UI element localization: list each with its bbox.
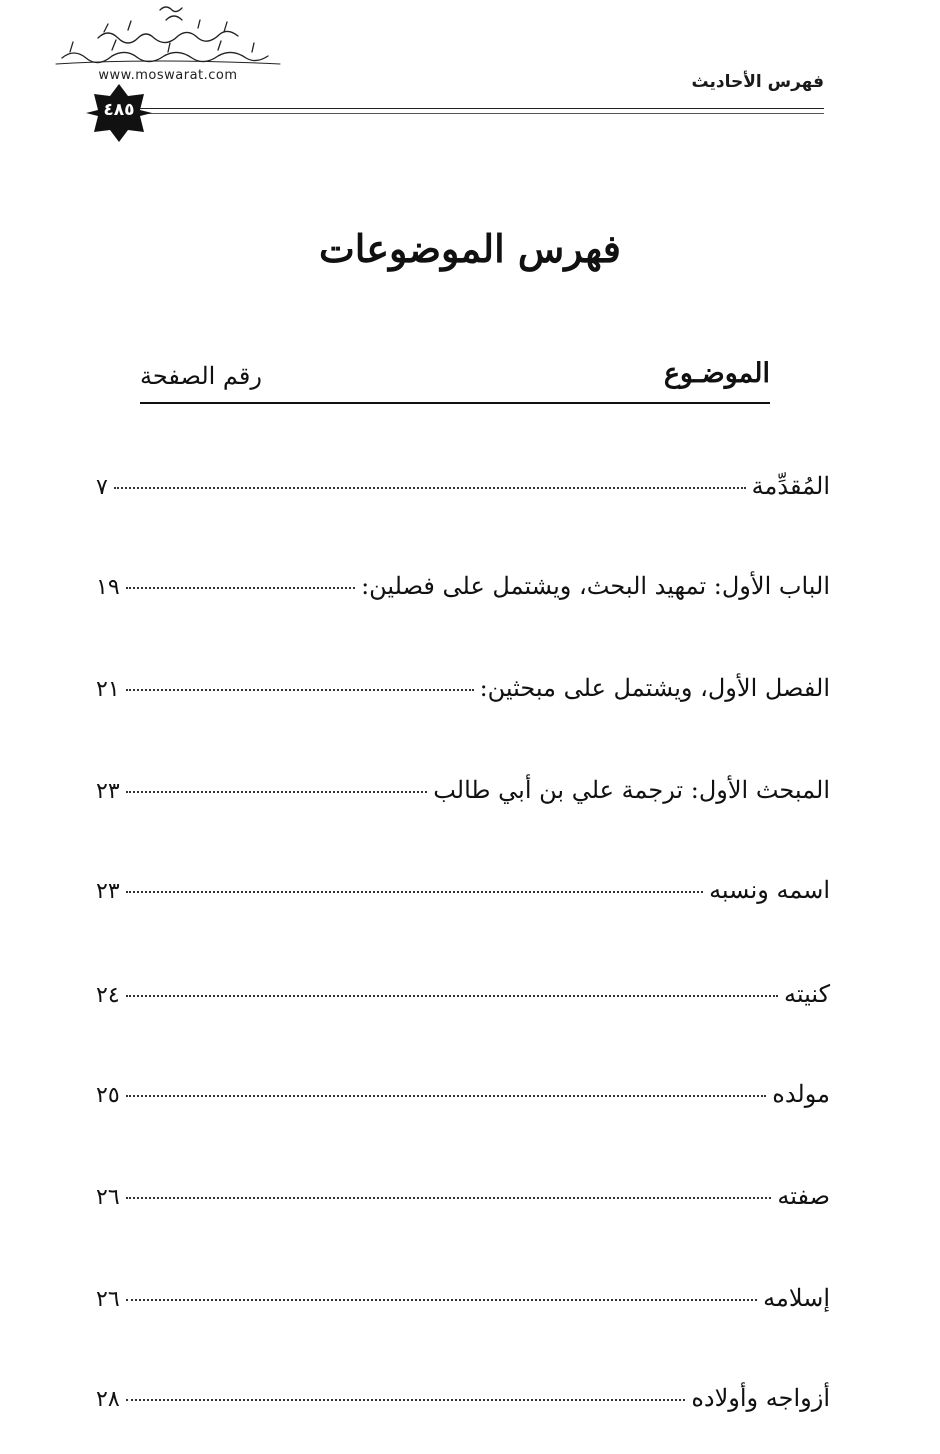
dot-leader [114, 487, 746, 489]
toc-entry-page: ١٩ [96, 575, 120, 600]
toc-entry-page: ٢٨ [96, 1387, 120, 1412]
running-title: فهرس الأحاديث [691, 72, 824, 92]
dot-leader [126, 1095, 767, 1097]
toc-entry-page: ٢٣ [96, 779, 120, 804]
toc-entry-title: المبحث الأول: ترجمة علي بن أبي طالب [433, 776, 830, 804]
dot-leader [126, 587, 355, 589]
header-rule [130, 108, 824, 114]
watermark-url: www.moswarat.com [98, 68, 238, 83]
dot-leader [126, 791, 428, 793]
toc-entry [96, 472, 830, 512]
dot-leader [126, 1299, 758, 1301]
toc-entry [96, 980, 830, 1020]
toc-entry-title: إسلامه [763, 1284, 830, 1312]
toc-entry-page: ٢١ [96, 677, 120, 702]
toc-entry-title: صفته [777, 1182, 830, 1210]
calligraphy-stamp-icon [48, 2, 288, 72]
toc-entry-page: ٢٥ [96, 1083, 120, 1108]
page-number: ٤٨٥ [103, 100, 135, 120]
toc-entry-title: كنيته [783, 980, 830, 1008]
toc-entry-page: ٢٦ [96, 1185, 120, 1210]
page-title: فهرس الموضوعات [319, 226, 621, 271]
toc-entry-title: المُقدِّمة [751, 472, 830, 500]
toc-entry [96, 674, 830, 714]
dot-leader [126, 1197, 772, 1199]
toc-entry-title: الفصل الأول، ويشتمل على مبحثين: [479, 674, 830, 702]
toc-entry-page: ٧ [96, 475, 108, 500]
toc-entry-title: الباب الأول: تمهيد البحث، ويشتمل على فصلين: [361, 572, 830, 600]
dot-leader [126, 689, 474, 691]
toc-entry-page: ٢٤ [96, 983, 120, 1008]
column-header-page: رقم الصفحة [140, 362, 262, 390]
toc-entry [96, 776, 830, 816]
column-header-topic: الموضـوع [663, 358, 770, 389]
dot-leader [126, 995, 778, 997]
dot-leader [126, 891, 703, 893]
page-number-badge [84, 82, 154, 144]
watermark-stamp [48, 2, 288, 94]
toc-entry [96, 1284, 830, 1324]
toc-entry-title: أزواجه وأولاده [691, 1384, 830, 1412]
toc-entry [96, 1384, 830, 1424]
toc-entry [96, 876, 830, 916]
toc-entry [96, 572, 830, 612]
column-headers [140, 358, 770, 404]
toc-entry-title: اسمه ونسبه [709, 876, 830, 904]
toc-entry-page: ٢٦ [96, 1287, 120, 1312]
toc-entry-page: ٢٣ [96, 879, 120, 904]
dot-leader [126, 1399, 686, 1401]
toc-entry [96, 1182, 830, 1222]
toc-entry-title: مولده [772, 1080, 830, 1108]
toc-entry [96, 1080, 830, 1120]
